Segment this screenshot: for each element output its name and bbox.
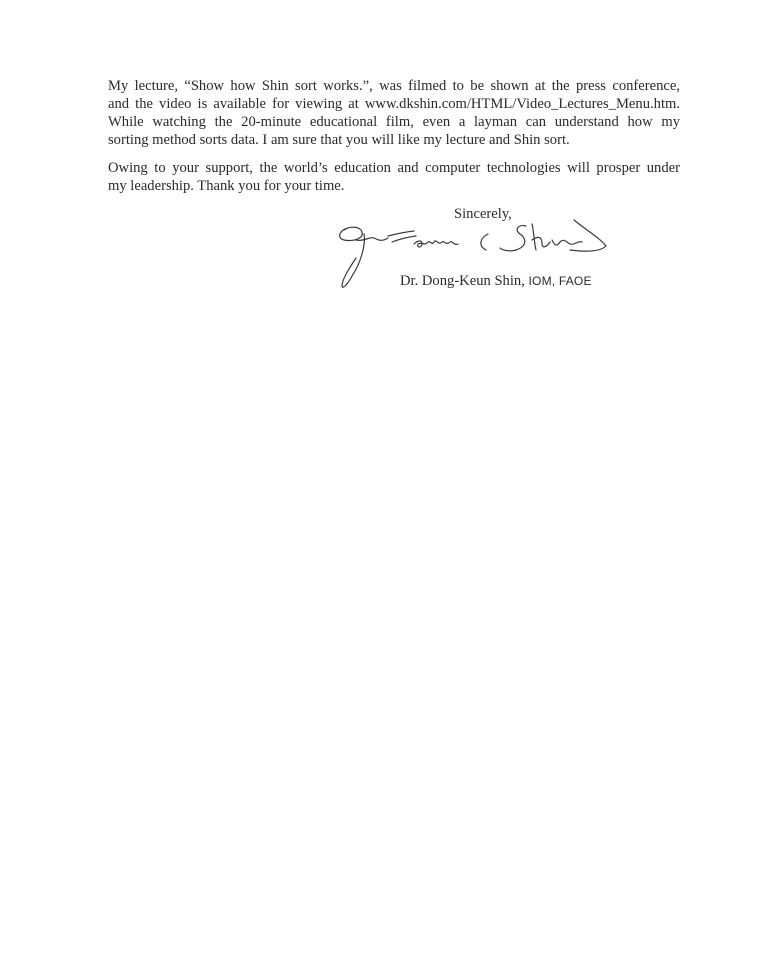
paragraph-line: My lecture, “Show how Shin sort works.”, was filmed to be shown at the press conference, xyxy=(108,78,680,94)
body-paragraph-thanks xyxy=(108,159,680,195)
paragraph-line: and the video is available for viewing at www.dkshin.com/HTML/Video_Lectures_Menu.htm. xyxy=(108,96,680,112)
paragraph-line: Owing to your support, the world’s education and computer technologies will prosper under xyxy=(108,160,680,176)
body-paragraph-video-lecture xyxy=(108,77,680,149)
paragraph-line: While watching the 20-minute educational film, even a layman can understand how my xyxy=(108,114,680,130)
signer-name: Dr. Dong-Keun Shin, xyxy=(400,273,525,289)
closing-salutation: Sincerely, xyxy=(454,206,512,222)
paragraph-line: sorting method sorts data. I am sure that you will like my lecture and Shin sort. xyxy=(108,132,570,148)
paragraph-line: my leadership. Thank you for your time. xyxy=(108,178,345,194)
signer-block xyxy=(400,272,592,290)
signer-credentials: IOM, FAOE xyxy=(528,274,592,288)
